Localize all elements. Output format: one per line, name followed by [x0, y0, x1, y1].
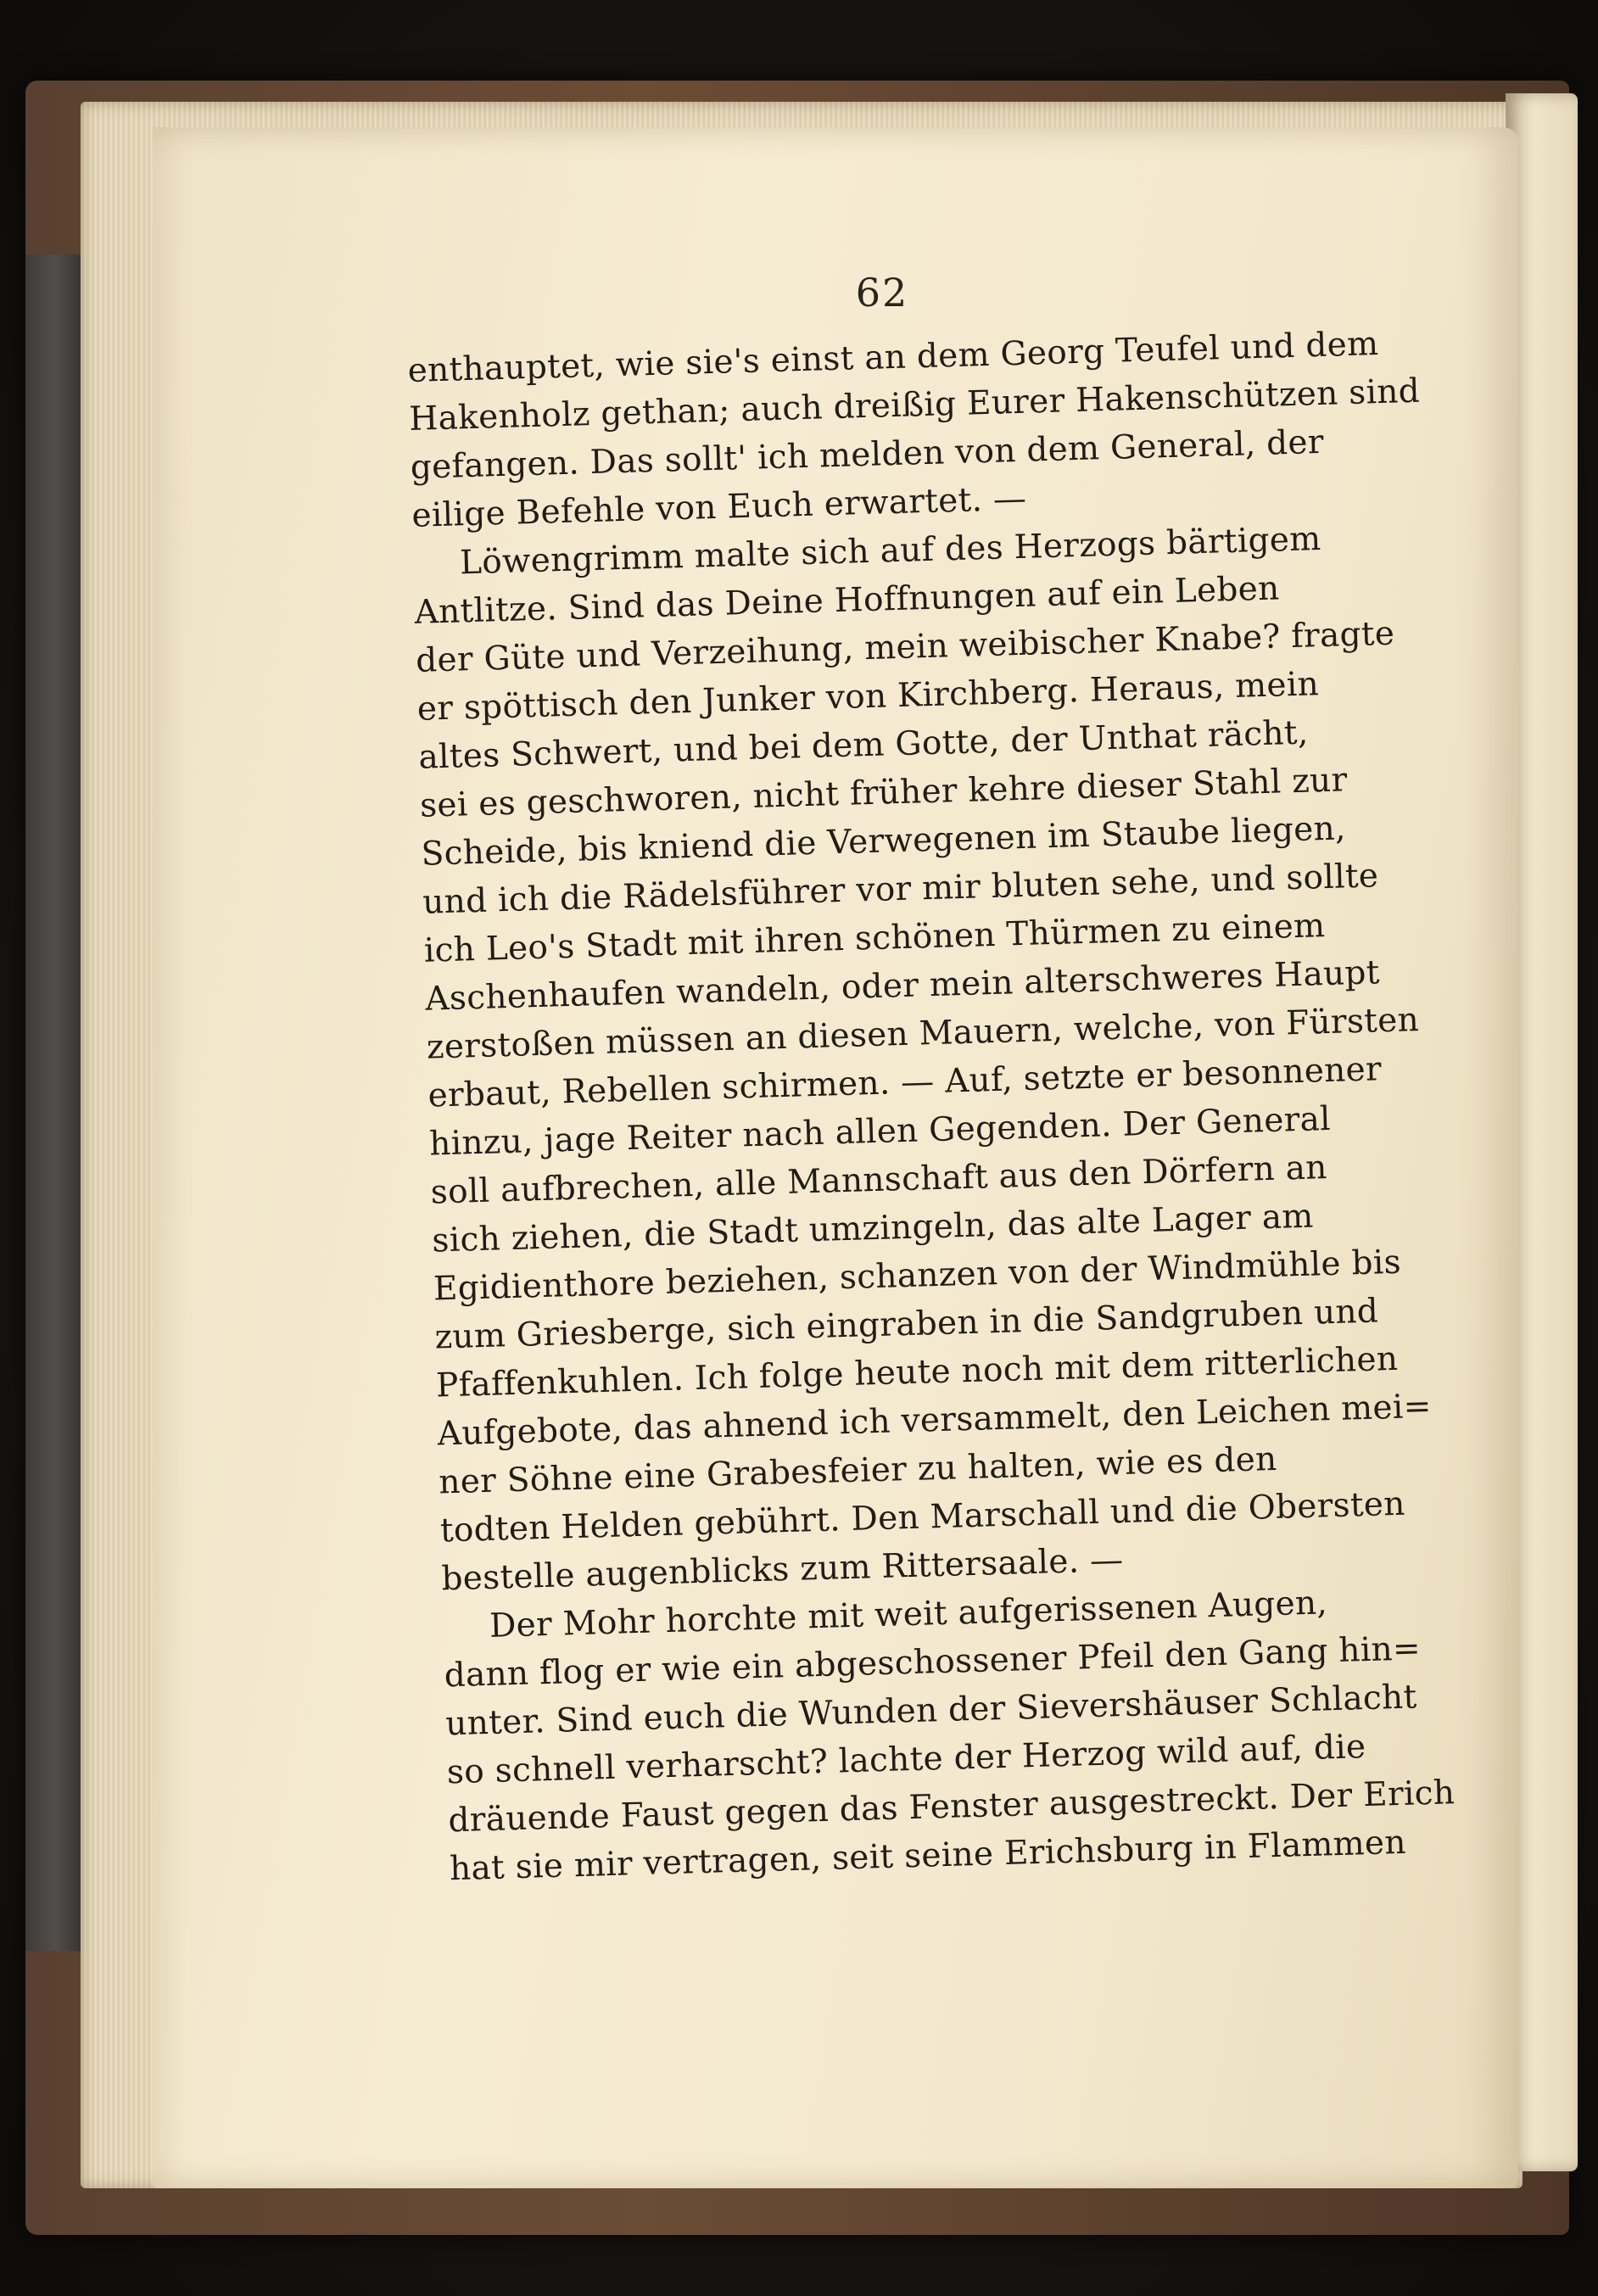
text-line: Scheide, bis kniend die Verwegenen im Staube liegen, — [421, 809, 1347, 874]
text-line: eilige Befehle von Euch erwartet. — — [411, 479, 1027, 535]
text-line: soll aufbrechen, alle Mannschaft aus den Dörfern an — [430, 1148, 1328, 1212]
text-line: Aschenhaufen wandeln, oder mein alterschweres Haupt — [424, 953, 1381, 1019]
text-line: Hakenholz gethan; auch dreißig Eurer Hakenschützen sind — [408, 371, 1421, 439]
text-line: dräuende Faust gegen das Fenster ausgestreckt. Der Erich — [447, 1774, 1456, 1841]
text-line: Pfaffenkuhlen. Ich folge heute noch mit dem ritterlichen — [435, 1339, 1399, 1405]
text-line: unter. Sind euch die Wunden der Sievershäuser Schlacht — [444, 1678, 1418, 1744]
text-line: zum Griesberge, sich eingraben in die Sandgruben und — [433, 1292, 1379, 1357]
text-line: Egidienthore beziehen, schanzen von der Windmühle bis — [433, 1243, 1402, 1309]
book-spine — [25, 254, 85, 1951]
text-line: altes Schwert, und bei dem Gotte, der Unthat rächt, — [417, 713, 1310, 777]
text-line: bestelle augenblicks zum Rittersaale. — — [440, 1540, 1124, 1599]
text-line: ner Söhne eine Grabesfeier zu halten, wie es den — [438, 1439, 1278, 1502]
text-line: sei es geschworen, nicht früher kehre dieser Stahl zur — [419, 761, 1349, 825]
text-line: Aufgebote, das ahnend ich versammelt, den Leichen mei= — [437, 1387, 1433, 1454]
text-line: hinzu, jage Reiter nach allen Gegenden. Der General — [428, 1099, 1332, 1164]
text-line: zerstoßen müssen an diesen Mauern, welche, von Fürsten — [426, 1001, 1420, 1067]
text-line: und ich die Rädelsführer vor mir bluten sehe, und sollte — [422, 857, 1379, 922]
text-line: erbaut, Rebellen schirmen. — Auf, setzte er besonnener — [427, 1050, 1383, 1115]
text-line: er spöttisch den Junker von Kirchberg. Heraus, mein — [416, 665, 1320, 729]
text-line: sich ziehen, die Stadt umzingeln, das alte Lager am — [431, 1197, 1315, 1260]
text-line: todten Helden gebührt. Den Marschall und die Obersten — [439, 1484, 1406, 1550]
text-line: hat sie mir vertragen, seit seine Erichsburg in Flammen — [449, 1823, 1407, 1889]
page-number: 62 — [855, 270, 909, 316]
text-line: ich Leo's Stadt mit ihren schönen Thürmen zu einem — [423, 907, 1326, 970]
text-line: dann flog er wie ein abgeschossener Pfeil den Gang hin= — [444, 1629, 1422, 1695]
text-line: Antlitze. Sind das Deine Hoffnungen auf ein Leben — [414, 569, 1281, 632]
text-line: Löwengrimm malte sich auf des Herzogs bärtigem — [459, 520, 1322, 583]
text-line: Der Mohr horchte mit weit aufgerissenen Augen, — [489, 1584, 1328, 1645]
text-line: der Güte und Verzeihung, mein weibischer Knabe? fragte — [415, 614, 1395, 680]
text-line: enthauptet, wie sie's einst an dem Georg Teufel und dem — [407, 325, 1379, 390]
text-line: gefangen. Das sollt' ich melden von dem General, der — [410, 422, 1325, 487]
text-line: so schnell verharscht? lachte der Herzog wild auf, die — [446, 1728, 1366, 1792]
